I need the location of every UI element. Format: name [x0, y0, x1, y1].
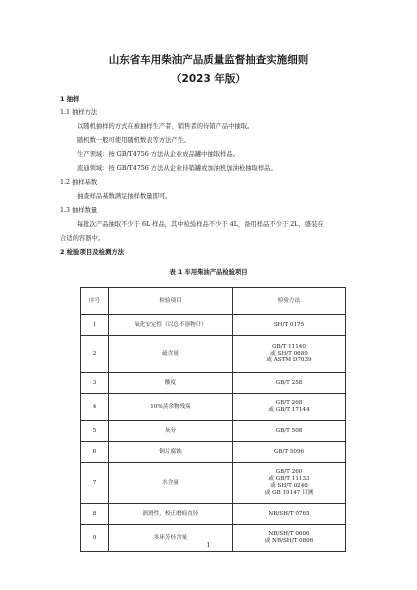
cell-inspection-item: 多环芳烃含量	[109, 525, 233, 552]
cell-number: 9	[81, 525, 109, 552]
cell-inspection-item: 灰分	[109, 421, 233, 442]
cell-inspection-item: 铜片腐蚀	[109, 442, 233, 463]
method-line: NB/SH/T 0765	[268, 510, 310, 517]
document-title: 山东省车用柴油产品质量监督抽查实施细则	[108, 54, 309, 66]
method-line: GB/T 508	[275, 427, 303, 434]
cell-inspection-method	[233, 373, 346, 394]
section-1-heading: 1 抽样	[60, 95, 80, 103]
cell-number: 2	[81, 336, 109, 373]
cell-inspection-item: 氧化安定性（以总不溶物计）	[109, 315, 233, 336]
table-caption: 表 1 车用柴油产品检验项目	[169, 269, 248, 276]
method-line: GB/T 258	[275, 379, 303, 386]
table-header-row	[81, 288, 346, 315]
section-1-3-heading: 1.3 抽样数量	[60, 207, 98, 214]
table-row	[81, 394, 346, 421]
section-1-1-paragraph: 生产领域：按 GB/T4756 方法从企业成品罐中抽取样品。	[77, 151, 239, 158]
method-line: GB/T 268	[275, 400, 303, 407]
cell-inspection-item: 水含量	[109, 463, 233, 504]
section-1-3-paragraph-continued: 合适的容器中。	[60, 235, 105, 242]
section-1-1-paragraph: 流通领域：按 GB/T4756 方法从企业待销罐或加油机加油枪抽取样品。	[77, 165, 277, 172]
section-1-3-paragraph: 每批次产品抽取不少于 6L 样品，其中检验样品不少于 4L，备用样品不少于 2L，盛装在	[77, 221, 324, 228]
method-line: 或 ASTM D7039	[266, 357, 312, 364]
cell-inspection-item: 硫含量	[109, 336, 233, 373]
section-1-1-heading: 1.1 抽样方法	[60, 109, 98, 116]
method-line: 或 GB 19147 目测	[264, 489, 314, 496]
column-header-number: 序号	[81, 288, 109, 315]
document-subtitle: （2023 年版）	[171, 73, 246, 85]
method-line: 或 SH/T 0689	[270, 350, 308, 357]
method-line: 或 NB/SH/T 0806	[264, 538, 314, 544]
cell-number: 4	[81, 394, 109, 421]
table-row	[81, 504, 346, 525]
page-number: 1	[206, 542, 211, 549]
method-line: 或 SH/T 0246	[270, 483, 308, 489]
cell-number: 6	[81, 442, 109, 463]
column-header-method: 检验方法	[233, 288, 346, 315]
method-line: GB/T 11140	[272, 343, 306, 350]
cell-inspection-item: 酸度	[109, 373, 233, 394]
cell-number: 3	[81, 373, 109, 394]
table-row	[81, 315, 346, 336]
table-row	[81, 442, 346, 463]
method-line: 或 GB/T 17144	[268, 407, 310, 413]
cell-inspection-method	[233, 421, 346, 442]
cell-number: 1	[81, 315, 109, 336]
method-line: GB/T 5096	[273, 448, 305, 455]
section-1-1-paragraph: 随机数一般可使用随机数表等方法产生。	[77, 137, 191, 144]
section-2-heading: 2 检验项目及检测方法	[60, 248, 125, 256]
table-row	[81, 373, 346, 394]
method-line: NB/SH/T 0606	[268, 531, 310, 538]
section-1-2-heading: 1.2 抽样基数	[60, 179, 98, 186]
cell-number: 5	[81, 421, 109, 442]
method-line: SH/T 0175	[273, 321, 305, 328]
inspection-items-table	[80, 287, 346, 552]
table-row	[81, 463, 346, 504]
cell-inspection-method	[233, 315, 346, 336]
cell-inspection-method	[233, 504, 346, 525]
cell-number: 7	[81, 463, 109, 504]
cell-inspection-method	[233, 463, 346, 504]
cell-inspection-method	[233, 442, 346, 463]
cell-inspection-method	[233, 336, 346, 373]
table-row	[81, 421, 346, 442]
cell-inspection-method	[233, 394, 346, 421]
section-1-2-paragraph: 抽查样品基数满足抽样数量即可。	[77, 193, 172, 200]
method-line: GB/T 260	[275, 469, 303, 476]
table-row	[81, 336, 346, 373]
cell-inspection-item: 10%蒸余物残炭	[109, 394, 233, 421]
cell-inspection-item: 润滑性，校正磨痕直径	[109, 504, 233, 525]
column-header-item: 检验项目	[109, 288, 233, 315]
method-line: 或 GB/T 11133	[268, 476, 310, 483]
cell-number: 8	[81, 504, 109, 525]
section-1-1-paragraph: 以随机抽样的方式在被抽样生产者、销售者的待销产品中抽取。	[77, 123, 254, 130]
